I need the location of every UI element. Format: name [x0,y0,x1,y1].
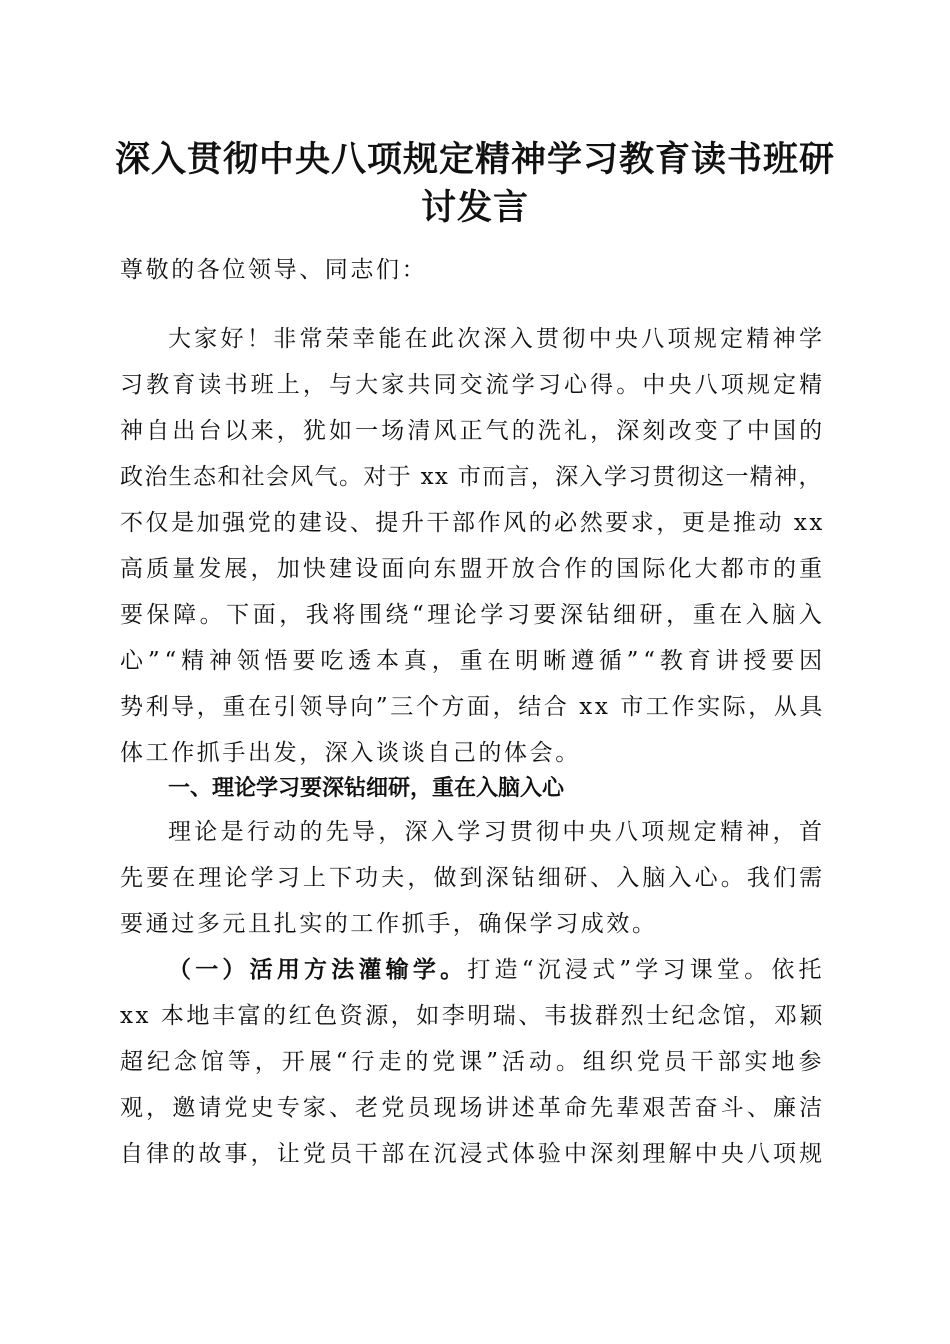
intro-line: 大家好！非常荣幸能在此次深入贯彻中央八项规定精神学 [168,326,826,352]
intro-line: 政治生态和社会风气。对于 xx 市而言，深入学习贯彻这一精神， [120,464,823,490]
subsection1-line: 自律的故事，让党员干部在沉浸式体验中深刻理解中央八项规 [120,1141,826,1167]
subsection1-line: 观，邀请党史专家、老党员现场讲述革命先辈艰苦奋斗、廉洁 [120,1095,826,1121]
document-title-line-1: 深入贯彻中央八项规定精神学习教育读书班研 [114,139,835,180]
intro-line: 神自出台以来，犹如一场清风正气的洗礼，深刻改变了中国的 [120,418,826,444]
section-heading-1: 一、理论学习要深钻细研，重在入脑入心 [168,776,565,801]
subsection1-line: 超纪念馆等，开展“行走的党课”活动。组织党员干部实地参 [120,1049,826,1075]
section1-line: 要通过多元且扎实的工作抓手，确保学习成效。 [120,911,658,937]
subsection1-line: xx 本地丰富的红色资源，如李明瑞、韦拔群烈士纪念馆，邓颖 [120,1003,825,1029]
salutation: 尊敬的各位领导、同志们： [120,257,428,283]
subsection1-label: （一）活用方法灌输学。 [168,956,468,983]
subsection1-first-text: 打造“沉浸式”学习课堂。依托 [467,957,826,983]
intro-line: 要保障。下面，我将围绕“理论学习要深钻细研，重在入脑入 [120,602,826,628]
section1-line: 理论是行动的先导，深入学习贯彻中央八项规定精神，首 [168,819,826,845]
intro-line: 体工作抓手出发，深入谈谈自己的体会。 [120,740,581,766]
intro-line: 高质量发展，加快建设面向东盟开放合作的国际化大都市的重 [120,556,826,582]
intro-line: 心”“精神领悟要吃透本真，重在明晰遵循”“教育讲授要因 [120,648,827,674]
intro-line: 势利导，重在引领导向”三个方面，结合 xx 市工作实际，从具 [120,694,826,720]
document-title-line-2: 讨发言 [420,187,529,228]
section1-line: 先要在理论学习上下功夫，做到深钻细研、入脑入心。我们需 [120,865,826,891]
intro-line: 不仅是加强党的建设、提升干部作风的必然要求，更是推动 xx [120,510,825,536]
intro-line: 习教育读书班上，与大家共同交流学习心得。中央八项规定精 [120,372,826,398]
subsection1-first-line [168,955,826,985]
